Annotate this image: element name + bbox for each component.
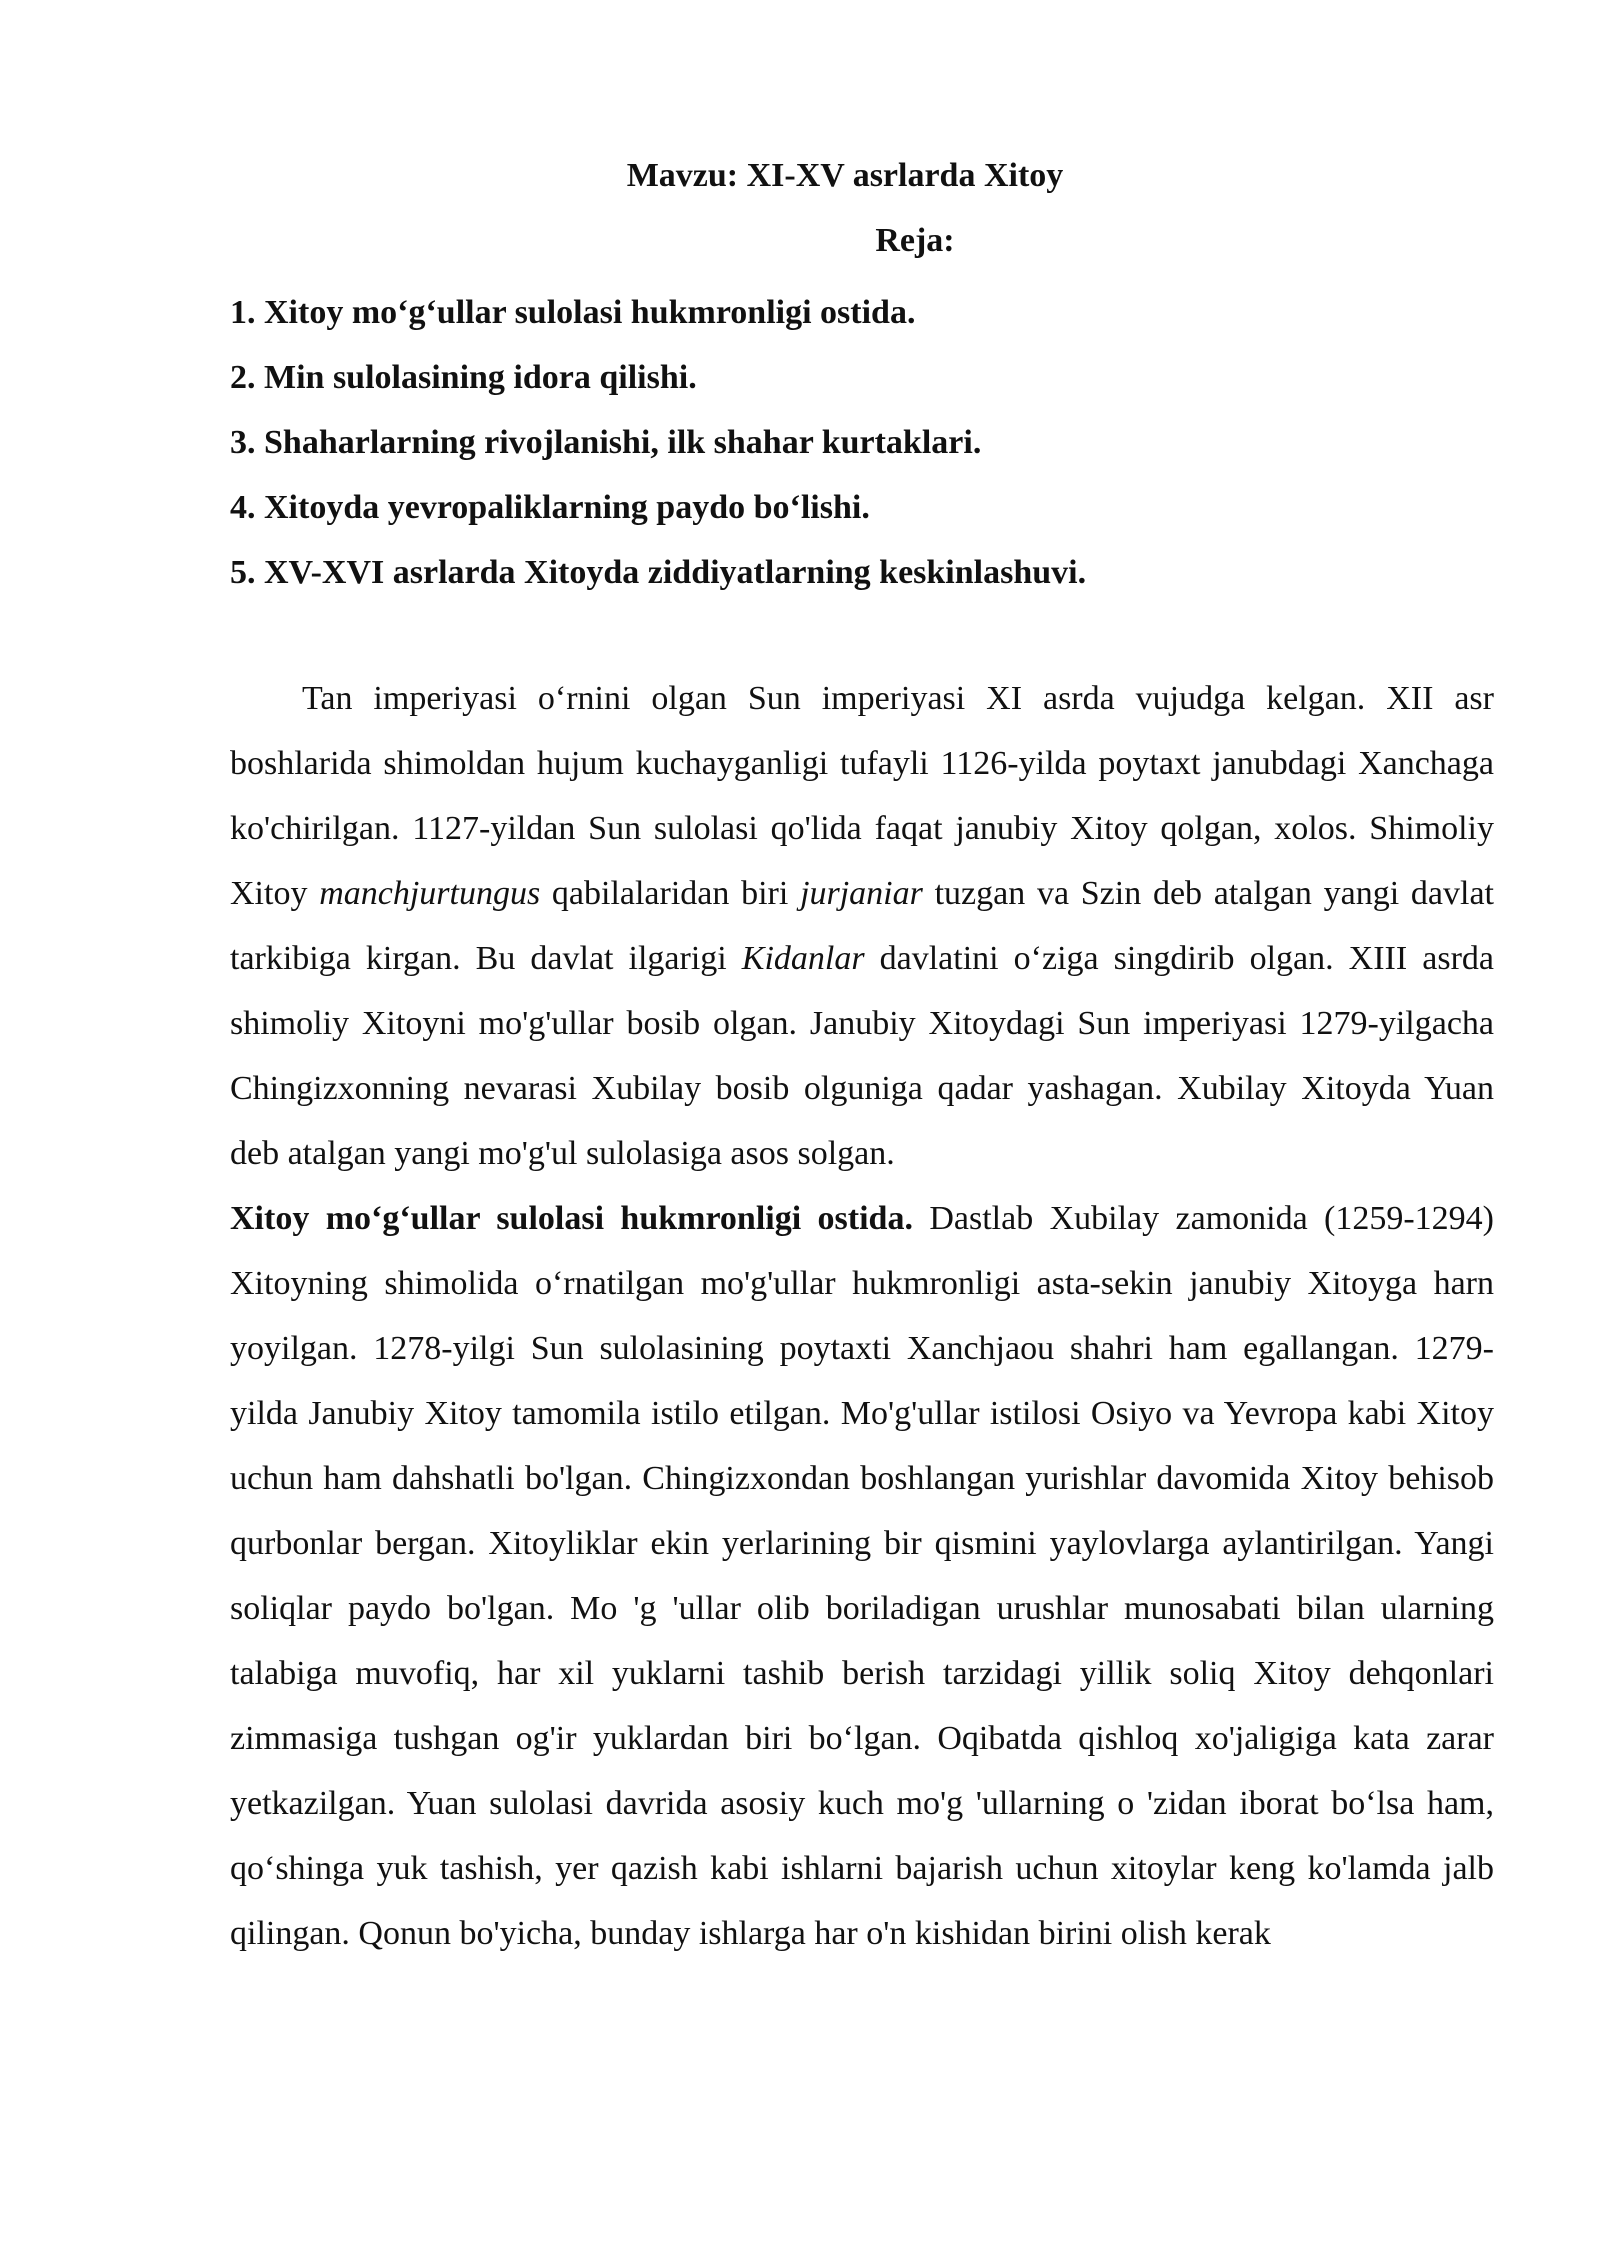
plan-item-3: 3. Shaharlarning rivojlanishi, ilk shahar kurtaklari. (230, 424, 982, 461)
document-title: Mavzu: XI-XV asrlarda Xitoy (626, 157, 1064, 194)
paragraph-intro (230, 666, 1494, 1186)
paragraph-intro-text-1: Tan imperiyasi o‘rnini olgan Sun imperiyasi XI asrda vujudga kelgan. XII asr boshlarida shimoldan hujum kuchayganligi tufayli 1126-yilda poytaxt janubdagi Xanchaga ko'chirilgan. 1127-yildan Sun sulolasi qo'lida faqat janubiy Xitoy qolgan, xolos. Shimoliy Xitoy (230, 680, 1494, 912)
section-heading-mongol-rule: Xitoy mo‘g‘ullar sulolasi hukmronligi ostida. (230, 1200, 913, 1237)
italic-term-kidanlar: Kidanlar (741, 940, 865, 977)
paragraph-intro-text-2: qabilalaridan biri (540, 875, 801, 912)
plan-item-4: 4. Xitoyda yevropaliklarning paydo bo‘lishi. (230, 489, 870, 526)
italic-term-manchjurtungus: manchjurtungus (319, 875, 541, 912)
paragraph-intro-text-3: tuzgan va Szin deb atalgan yangi davlat tarkibiga kirgan. Bu davlat ilgarigi (230, 875, 1494, 977)
plan-item-1: 1. Xitoy mo‘g‘ullar sulolasi hukmronligi ostida. (230, 294, 916, 331)
plan-item-2: 2. Min sulolasining idora qilishi. (230, 359, 697, 396)
plan-list (230, 280, 1490, 605)
plan-heading: Reja: (875, 222, 955, 259)
paragraph-mongol-rule (230, 1186, 1494, 1966)
plan-item-5: 5. XV-XVI asrlarda Xitoyda ziddiyatlarning keskinlashuvi. (230, 554, 1087, 591)
paragraph-intro-text-4: davlatini o‘ziga singdirib olgan. XIII asrda shimoliy Xitoyni mo'g'ullar bosib olgan. Janubiy Xitoydagi Sun imperiyasi 1279-yilgacha Chingizxonning nevarasi Xubilay bosib olguniga qadar yashagan. Xubilay Xitoyda Yuan deb atalgan yangi mo'g'ul sulolasiga asos solgan. (230, 940, 1494, 1172)
body-text (230, 666, 1494, 1966)
paragraph-mongol-rule-text: Dastlab Xubilay zamonida (1259-1294) Xitoyning shimolida o‘rnatilgan mo'g'ullar hukmronligi asta-sekin janubiy Xitoyga harn yoyilgan. 1278-yilgi Sun sulolasining poytaxti Xanchjaou shahri ham egallangan. 1279-yilda Janubiy Xitoy tamomila istilo etilgan. Mo'g'ullar istilosi Osiyo va Yevropa kabi Xitoy uchun ham dahshatli bo'lgan. Chingizxondan boshlangan yurishlar davomida Xitoy behisob qurbonlar bergan. Xitoyliklar ekin yerlarining bir qismini yaylovlarga aylantirilgan. Yangi soliqlar paydo bo'lgan. Mo 'g 'ullar olib boriladigan urushlar munosabati bilan ularning talabiga muvofiq, har xil yuklarni tashib berish tarzidagi yillik soliq Xitoy dehqonlari zimmasiga tushgan og'ir yuklardan biri bo‘lgan. Oqibatda qishloq xo'jaligiga kata zarar yetkazilgan. Yuan sulolasi davrida asosiy kuch mo'g 'ullarning o 'zidan iborat bo‘lsa ham, qo‘shinga yuk tashish, yer qazish kabi ishlarni bajarish uchun xitoylar keng ko'lamda jalb qilingan. Qonun bo'yicha, bunday ishlarga har o'n kishidan birini olish kerak (230, 1200, 1494, 1952)
italic-term-jurjaniar: jurjaniar (800, 875, 923, 912)
